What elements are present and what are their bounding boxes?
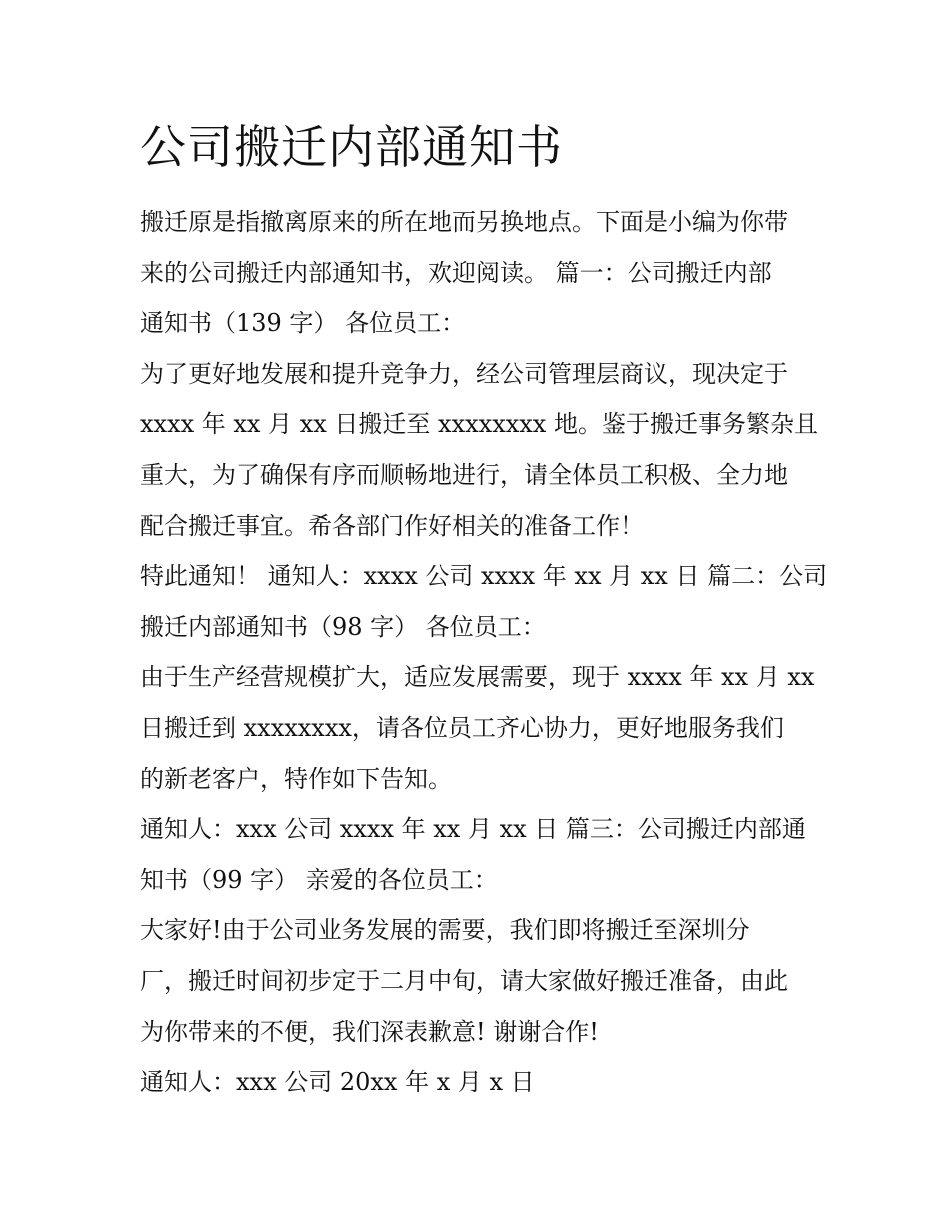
body-line: 厂，搬迁时间初步定于二月中旬，请大家做好搬迁准备，由此 <box>140 966 788 995</box>
body-line: 的新老客户，特作如下告知。 <box>140 764 452 793</box>
document-title: 公司搬迁内部通知书 <box>140 120 563 174</box>
body-line: 由于生产经营规模扩大，适应发展需要，现于 xxxx 年 xx 月 xx <box>140 663 815 692</box>
body-line: 配合搬迁事宜。希各部门作好相关的准备工作！ <box>140 511 644 540</box>
body-line: 特此通知！ 通知人：xxxx 公司 xxxx 年 xx 月 xx 日 篇二：公司 <box>140 562 828 591</box>
document-body <box>140 197 830 1108</box>
body-line: 重大，为了确保有序而顺畅地进行，请全体员工积极、全力地 <box>140 460 788 489</box>
body-line: 通知书（139 字） 各位员工： <box>140 309 466 338</box>
body-line: 为你带来的不便，我们深表歉意! 谢谢合作! <box>140 1017 599 1046</box>
body-line: 通知人：xxx 公司 xxxx 年 xx 月 xx 日 篇三：公司搬迁内部通 <box>140 815 806 844</box>
body-line: 大家好!由于公司业务发展的需要，我们即将搬迁至深圳分 <box>140 916 750 945</box>
body-line: 搬迁内部通知书（98 字） 各位员工： <box>140 612 546 641</box>
body-line: 为了更好地发展和提升竞争力，经公司管理层商议，现决定于 <box>140 359 788 388</box>
body-line: 通知人：xxx 公司 20xx 年 x 月 x 日 <box>140 1068 535 1097</box>
body-line: 日搬迁到 xxxxxxxx，请各位员工齐心协力，更好地服务我们 <box>140 713 784 742</box>
body-line: xxxx 年 xx 月 xx 日搬迁至 xxxxxxxx 地。鉴于搬迁事务繁杂且 <box>140 410 818 439</box>
body-line: 来的公司搬迁内部通知书，欢迎阅读。 篇一：公司搬迁内部 <box>140 258 772 287</box>
body-line: 知书（99 字） 亲爱的各位员工： <box>140 865 498 894</box>
body-line: 搬迁原是指撤离原来的所在地而另换地点。下面是小编为你带 <box>140 208 788 236</box>
